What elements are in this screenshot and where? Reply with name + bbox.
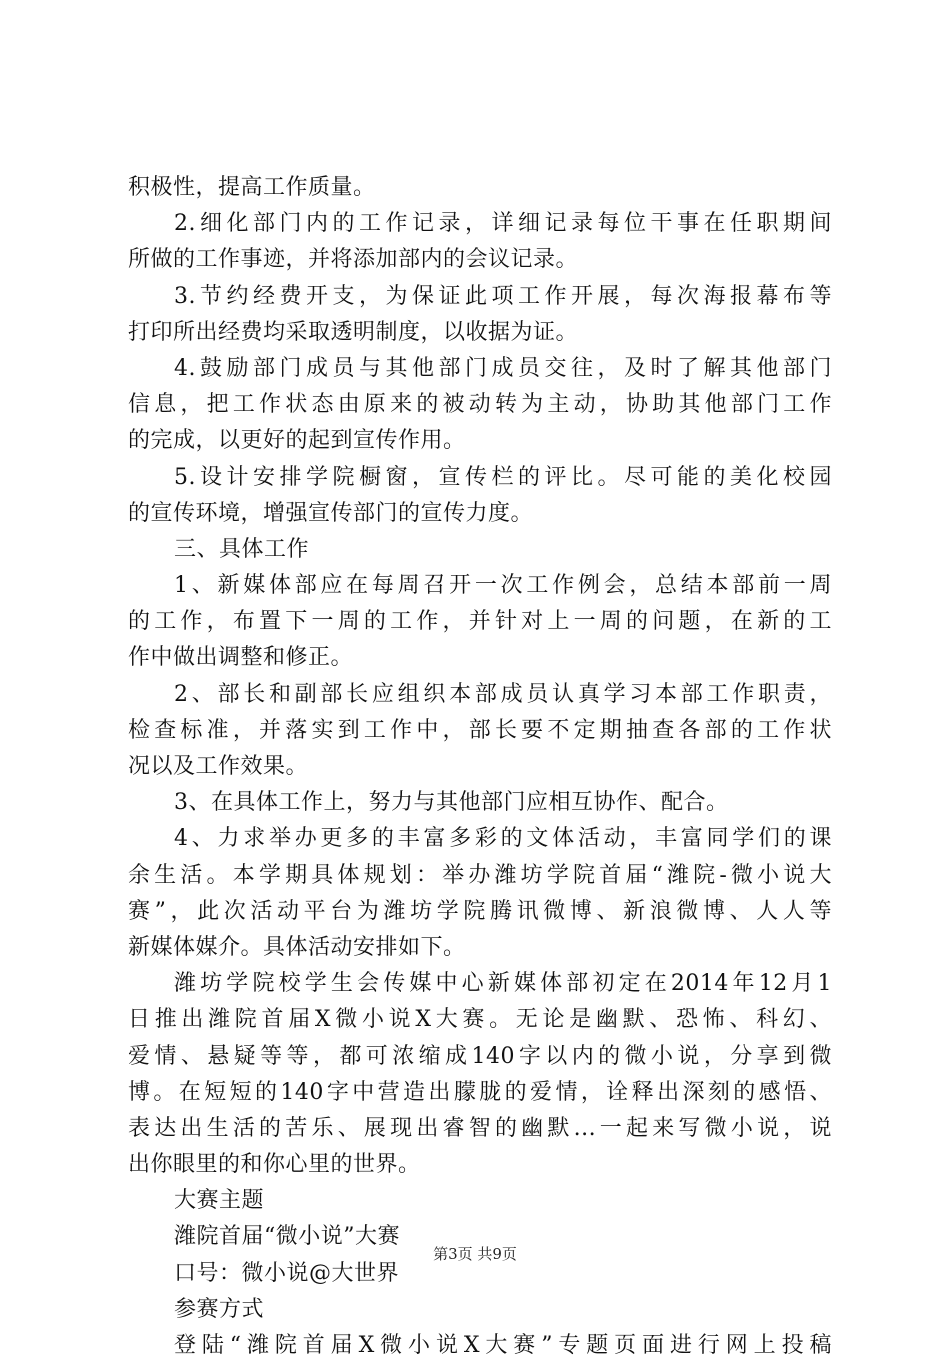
text-line: 2、部长和副部长应组织本部成员认真学习本部工作职责，: [174, 681, 832, 707]
text-line: 潍院首届“微小说”大赛: [174, 1224, 400, 1250]
text-line: 积极性，提高工作质量。: [128, 175, 376, 200]
text-line: 4.鼓励部门成员与其他部门成员交往，及时了解其他部门: [174, 355, 832, 381]
text-line: 信息，把工作状态由原来的被动转为主动，协助其他部门工作: [128, 392, 832, 418]
text-line: 参赛方式: [174, 1296, 265, 1322]
text-line: 日推出潍院首届X微小说X大赛。无论是幽默、恐怖、科幻、: [128, 1007, 832, 1033]
text-line: 所做的工作事迹，并将添加部内的会议记录。: [128, 247, 579, 273]
text-line: 新媒体媒介。具体活动安排如下。: [128, 934, 466, 960]
text-line: 作中做出调整和修正。: [128, 645, 354, 671]
text-line: 的工作，布置下一周的工作，并针对上一周的问题，在新的工: [128, 609, 832, 635]
text-line: 表达出生活的苦乐、展现出睿智的幽默...一起来写微小说，说: [128, 1115, 832, 1141]
text-line: 大赛主题: [174, 1188, 265, 1214]
text-line: 检查标准，并落实到工作中，部长要不定期抽查各部的工作状: [128, 717, 832, 743]
text-line: 三、具体工作: [174, 536, 310, 562]
text-line: 况以及工作效果。: [128, 754, 309, 779]
text-line: 的宣传环境，增强宣传部门的宣传力度。: [128, 500, 534, 526]
text-line: 爱情、悬疑等等，都可浓缩成140字以内的微小说，分享到微: [128, 1043, 832, 1069]
text-line: 口号：微小说@大世界: [174, 1260, 400, 1286]
text-line: 的完成，以更好的起到宣传作用。: [128, 428, 466, 454]
text-line: 3、在具体工作上，努力与其他部门应相互协作、配合。: [174, 790, 729, 816]
text-line: 余生活。本学期具体规划：举办潍坊学院首届“潍院-微小说大: [128, 862, 832, 888]
text-line: 出你眼里的和你心里的世界。: [128, 1152, 421, 1178]
text-line: 博。在短短的140字中营造出朦胧的爱情，诠释出深刻的感悟、: [128, 1079, 832, 1105]
text-line: 5.设计安排学院橱窗，宣传栏的评比。尽可能的美化校园: [174, 464, 832, 490]
text-line: 潍坊学院校学生会传媒中心新媒体部初定在2014年12月1: [174, 971, 832, 997]
page-footer: 第3页 共9页: [433, 1245, 517, 1263]
text-line: 打印所出经费均采取透明制度，以收据为证。: [128, 319, 579, 345]
text-line: 登陆“潍院首届X微小说X大赛”专题页面进行网上投稿: [174, 1333, 832, 1358]
text-line: 2.细化部门内的工作记录，详细记录每位干事在任职期间: [174, 211, 832, 237]
text-line: 4、力求举办更多的丰富多彩的文体活动，丰富同学们的课: [174, 826, 832, 852]
text-line: 3.节约经费开支，为保证此项工作开展，每次海报幕布等: [174, 283, 832, 309]
document-body: [128, 170, 832, 1364]
text-line: 1、新媒体部应在每周召开一次工作例会，总结本部前一周: [174, 573, 832, 599]
text-line: 赛”，此次活动平台为潍坊学院腾讯微博、新浪微博、人人等: [128, 898, 832, 924]
